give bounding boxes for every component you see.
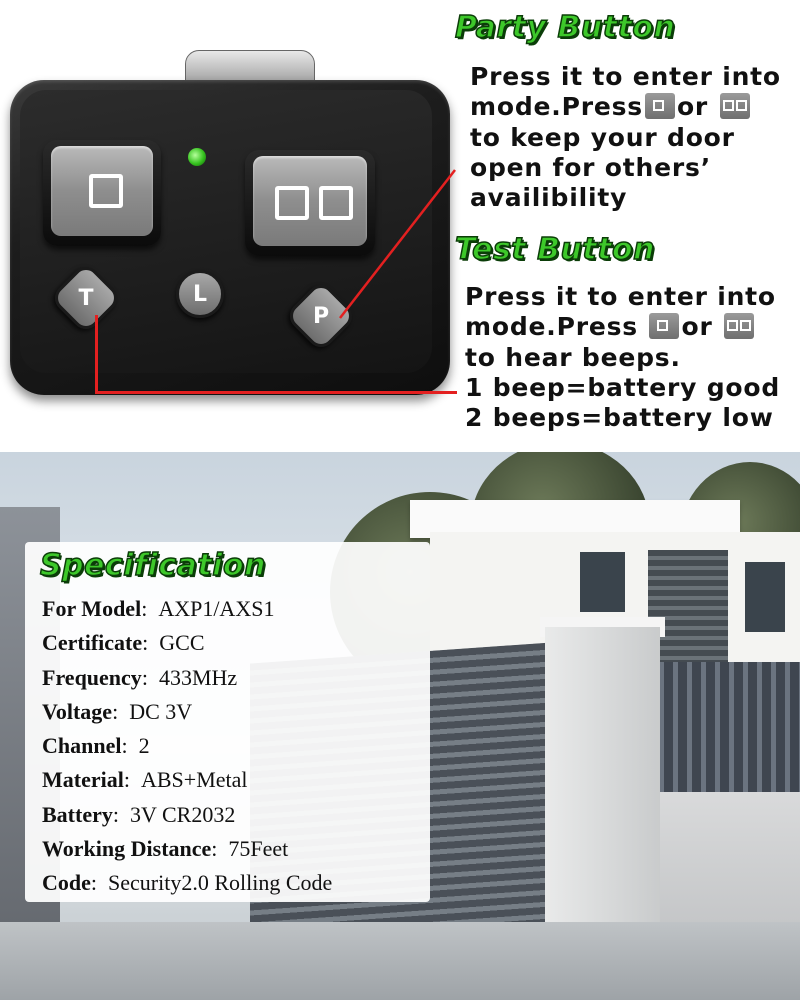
two-square-button-icon (724, 313, 754, 339)
spec-row-model: For Model: AXP1/AXS1 (42, 596, 275, 621)
party-button-label: P (312, 303, 330, 329)
specification-list (42, 592, 432, 901)
party-button-heading: Party Button (455, 10, 676, 45)
two-square-button-icon (720, 93, 750, 119)
spec-row-voltage: Voltage: DC 3V (42, 698, 193, 724)
driveway (0, 922, 800, 1000)
product-callout-section (0, 0, 800, 450)
one-square-button-icon (645, 93, 675, 119)
test-button-heading: Test Button (455, 232, 655, 267)
spec-row-channel: Channel: 2 (42, 733, 150, 759)
house-window (580, 552, 625, 612)
house-window (745, 562, 785, 632)
spec-row-distance: Working Distance: 75Feet (42, 836, 289, 862)
spec-row-code: Code: Security2.0 Rolling Code (42, 870, 333, 896)
house-louver (648, 550, 728, 680)
party-button-description: Press it to enter into mode.Press or to keep your door open for others’ availibility (470, 62, 781, 212)
learn-button-label: L (192, 281, 208, 307)
specification-heading: Specification (40, 548, 266, 583)
spec-row-certificate: Certificate: GCC (42, 630, 205, 656)
spec-row-frequency: Frequency: 433MHz (42, 664, 238, 690)
test-button-description: Press it to enter into mode.Press or to hear beeps. 1 beep=battery good 2 beeps=battery low (465, 282, 781, 432)
spec-row-material: Material: ABS+Metal (42, 767, 248, 793)
test-button-label: T (78, 285, 94, 311)
one-square-button-icon (649, 313, 679, 339)
spec-row-battery: Battery: 3V CR2032 (42, 801, 236, 827)
fence-panel (650, 662, 800, 792)
